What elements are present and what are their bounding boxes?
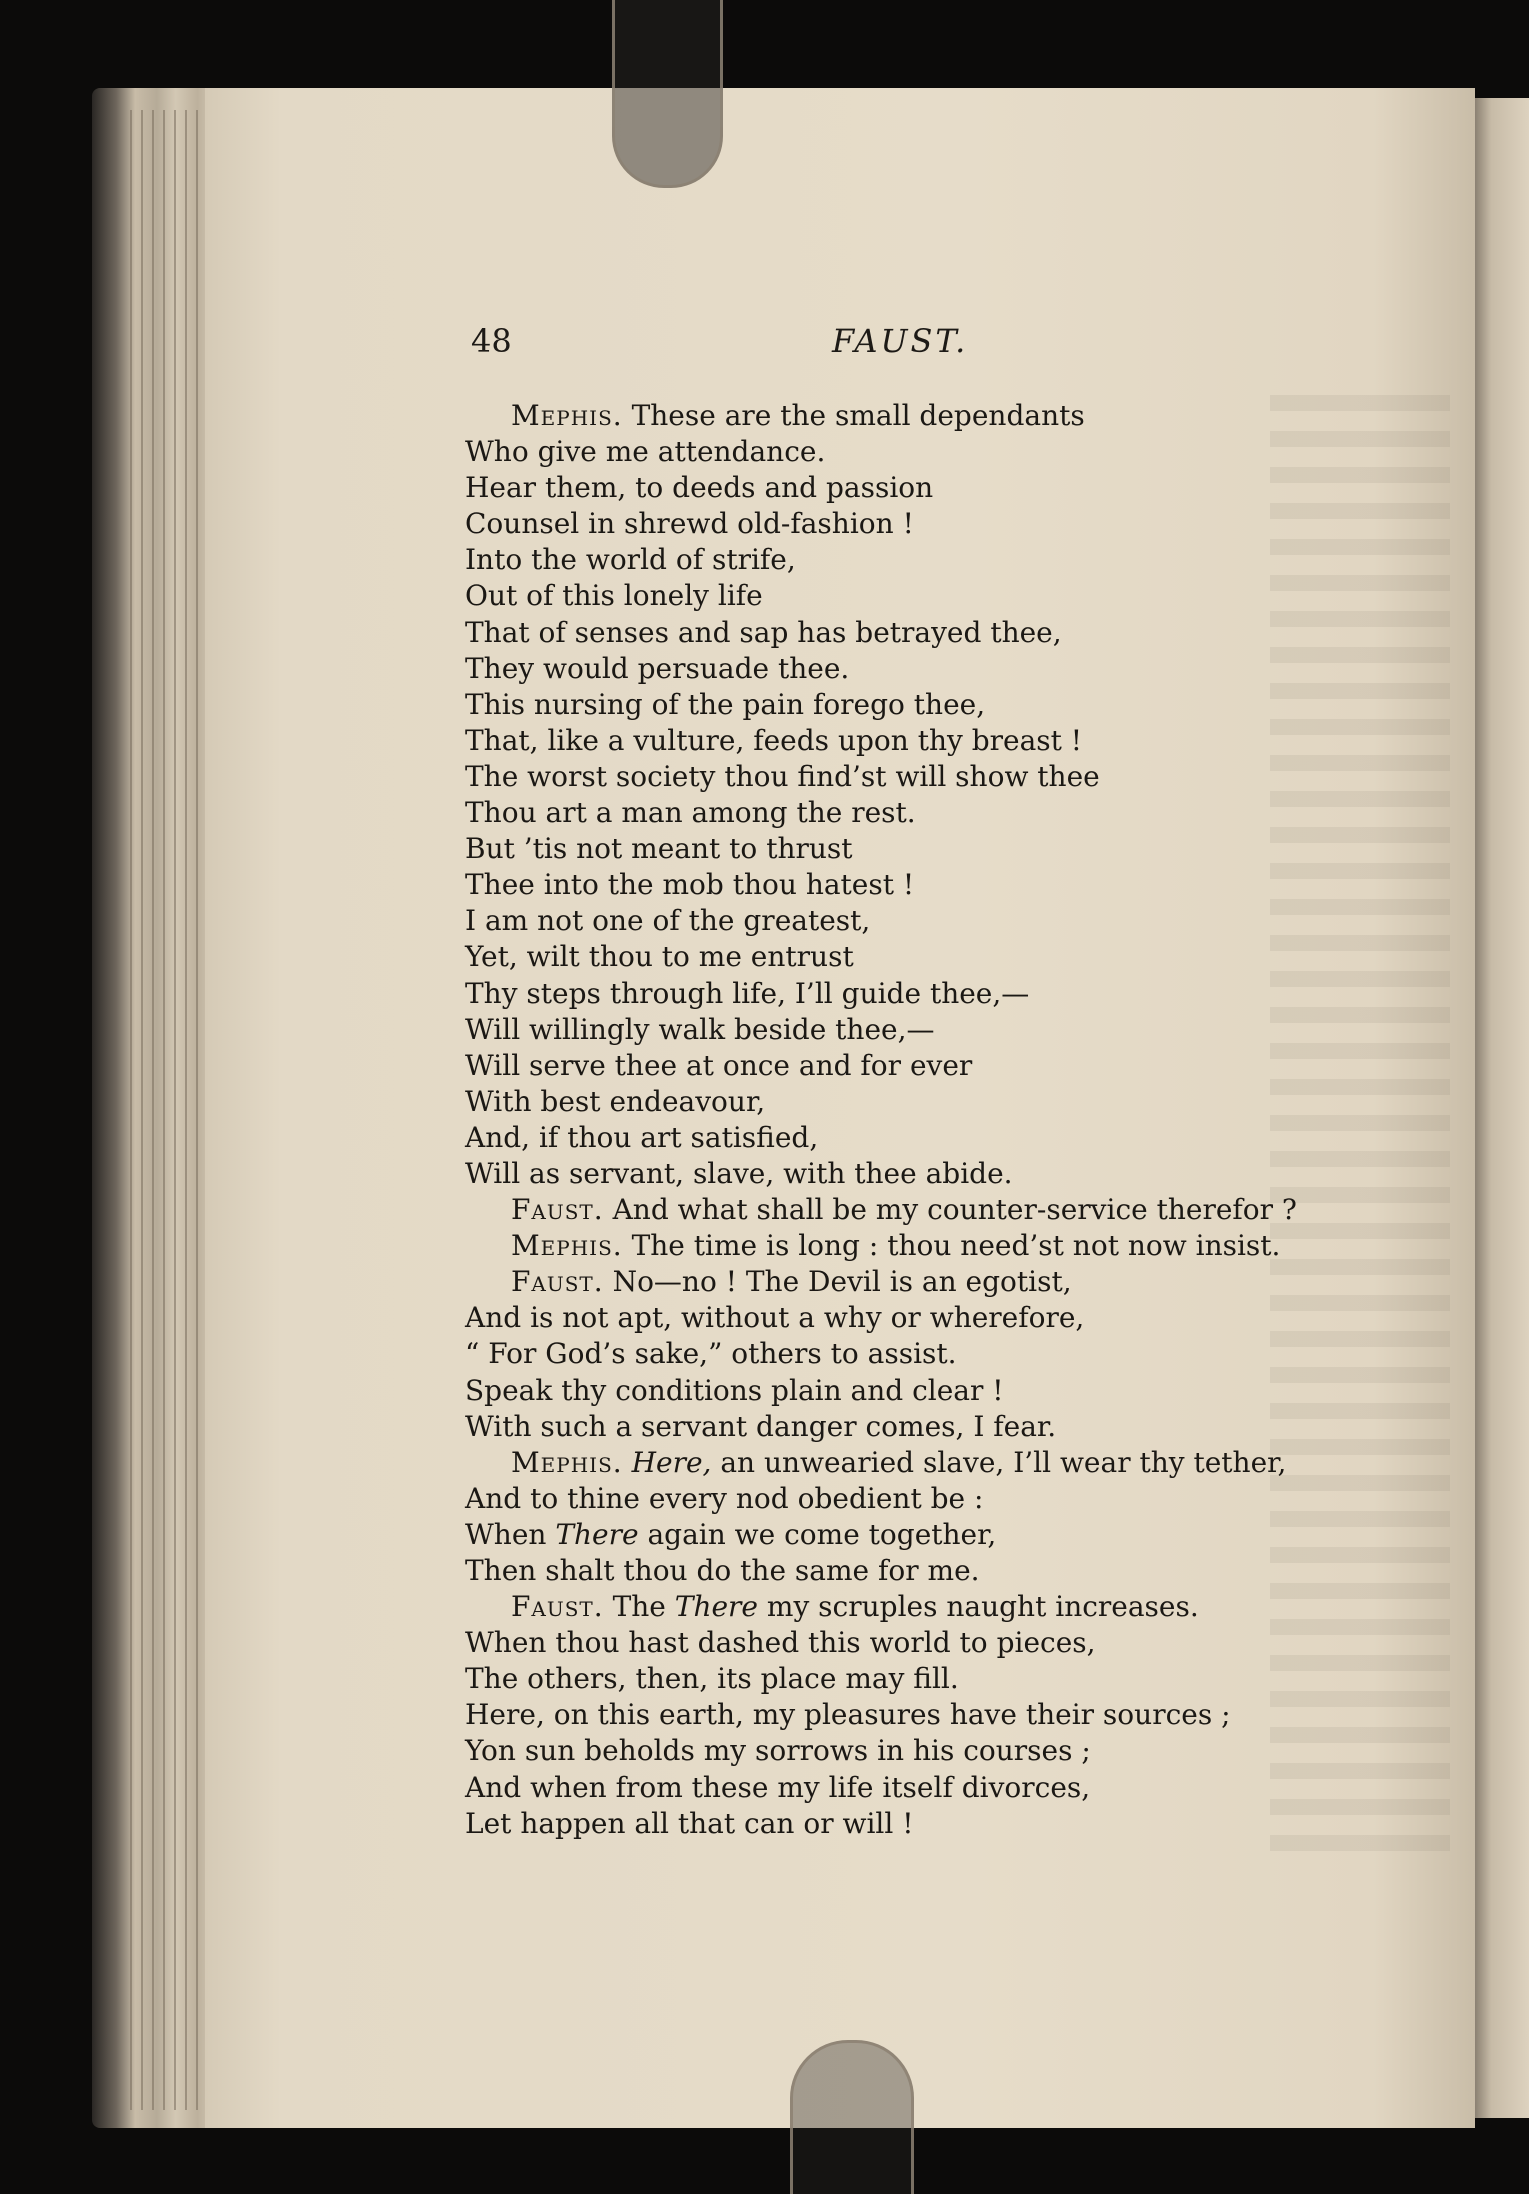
line-text: Will as servant, slave, with thee abide. <box>465 1156 1013 1190</box>
text-line <box>465 1409 1305 1445</box>
text-line <box>465 1084 1305 1120</box>
line-text: But ’tis not meant to thrust <box>465 832 853 866</box>
text-line <box>465 759 1305 795</box>
speaker-name: Mephis. <box>511 1445 623 1479</box>
text-line <box>465 470 1305 506</box>
text-line <box>465 1697 1305 1733</box>
line-text: Counsel in shrewd old-fashion ! <box>465 507 914 541</box>
text-line <box>465 1806 1305 1842</box>
line-text: When <box>465 1517 547 1551</box>
line-text: And what shall be my counter-service therefor ? <box>612 1193 1297 1227</box>
text-line <box>465 903 1305 939</box>
line-text: The worst society thou find’st will show thee <box>465 759 1100 793</box>
page-number: 48 <box>471 322 512 360</box>
text-line <box>465 831 1305 867</box>
line-text: The <box>612 1590 666 1624</box>
italic-word: There <box>674 1590 758 1624</box>
line-text: Then shalt thou do the same for me. <box>465 1554 980 1587</box>
top-clip <box>612 0 723 188</box>
facing-page-edge <box>1475 98 1529 2118</box>
text-line <box>465 1589 1305 1625</box>
line-text: The time is long : thou need’st not now insist. <box>631 1229 1281 1263</box>
poem-text <box>465 398 1305 1842</box>
line-text: With best endeavour, <box>465 1084 766 1118</box>
text-line <box>465 1625 1305 1661</box>
line-text: Speak thy conditions plain and clear ! <box>465 1373 1004 1407</box>
line-text: These are the small dependants <box>631 399 1085 432</box>
line-text: Thou art a man among the rest. <box>465 796 916 830</box>
text-line <box>465 1661 1305 1697</box>
line-text: Thee into the mob thou hatest ! <box>465 868 915 902</box>
text-line <box>465 723 1305 759</box>
line-text: That, like a vulture, feeds upon thy breast ! <box>465 723 1083 757</box>
text-line <box>465 1517 1305 1553</box>
speaker-name: Mephis. <box>511 399 623 432</box>
text-line <box>465 398 1305 434</box>
text-line <box>465 1048 1305 1084</box>
text-line <box>465 1228 1305 1264</box>
line-text: With such a servant danger comes, I fear. <box>465 1409 1057 1443</box>
text-line <box>465 1336 1305 1372</box>
text-line <box>465 1733 1305 1769</box>
text-line <box>465 1373 1305 1409</box>
speaker-name: Faust. <box>511 1590 604 1624</box>
line-text: Here, on this earth, my pleasures have their sources ; <box>465 1698 1231 1732</box>
line-text: And, if thou art satisfied, <box>465 1120 819 1154</box>
text-line <box>465 651 1305 687</box>
bottom-clip <box>790 2040 914 2194</box>
text-line <box>465 1192 1305 1228</box>
line-text: This nursing of the pain forego thee, <box>465 687 986 721</box>
text-line <box>465 542 1305 578</box>
line-text: again we come together, <box>647 1517 997 1551</box>
line-text: Thy steps through life, I’ll guide thee,— <box>465 976 1030 1010</box>
text-line <box>465 506 1305 542</box>
line-text: Will willingly walk beside thee,— <box>465 1012 935 1046</box>
text-line <box>465 1445 1305 1481</box>
text-line <box>465 1264 1305 1300</box>
text-line <box>465 1553 1305 1589</box>
line-text: The others, then, its place may fill. <box>465 1662 959 1696</box>
text-line <box>465 1120 1305 1156</box>
text-line <box>465 1481 1305 1517</box>
line-text: When thou hast dashed this world to pieces, <box>465 1626 1096 1660</box>
text-line <box>465 1300 1305 1336</box>
text-line <box>465 434 1305 470</box>
text-line <box>465 795 1305 831</box>
running-head: FAUST. <box>832 322 969 360</box>
line-text: And to thine every nod obedient be : <box>465 1481 984 1515</box>
line-text: I am not one of the greatest, <box>465 904 871 938</box>
line-text: Let happen all that can or will ! <box>465 1806 914 1840</box>
line-text: Yon sun beholds my sorrows in his courses ; <box>465 1734 1091 1768</box>
line-text: They would persuade thee. <box>465 651 850 685</box>
text-line <box>465 615 1305 651</box>
line-text: That of senses and sap has betrayed thee, <box>465 615 1062 649</box>
speaker-name: Mephis. <box>511 1229 623 1263</box>
line-text: No—no ! The Devil is an egotist, <box>612 1265 1072 1299</box>
line-text: my scruples naught increases. <box>766 1590 1199 1624</box>
line-text: And is not apt, without a why or wherefore, <box>465 1301 1085 1335</box>
speaker-name: Faust. <box>511 1265 604 1299</box>
text-line <box>465 976 1305 1012</box>
line-text: And when from these my life itself divorces, <box>465 1770 1091 1804</box>
text-line <box>465 578 1305 614</box>
line-text: “ For God’s sake,” others to assist. <box>465 1337 957 1371</box>
italic-word: There <box>555 1517 639 1551</box>
text-line <box>465 1770 1305 1806</box>
speaker-name: Faust. <box>511 1193 604 1227</box>
text-line <box>465 1156 1305 1192</box>
text-line <box>465 939 1305 975</box>
line-text: Yet, wilt thou to me entrust <box>465 940 854 974</box>
line-text: Out of this lonely life <box>465 579 763 613</box>
line-text: Who give me attendance. <box>465 435 826 469</box>
text-line <box>465 1012 1305 1048</box>
line-text: an unwearied slave, I’ll wear thy tether, <box>720 1445 1287 1479</box>
line-text: Will serve thee at once and for ever <box>465 1048 973 1082</box>
text-line <box>465 687 1305 723</box>
line-text: Hear them, to deeds and passion <box>465 471 934 505</box>
line-text: Into the world of strife, <box>465 543 796 577</box>
italic-word: Here, <box>631 1445 712 1479</box>
text-line <box>465 867 1305 903</box>
